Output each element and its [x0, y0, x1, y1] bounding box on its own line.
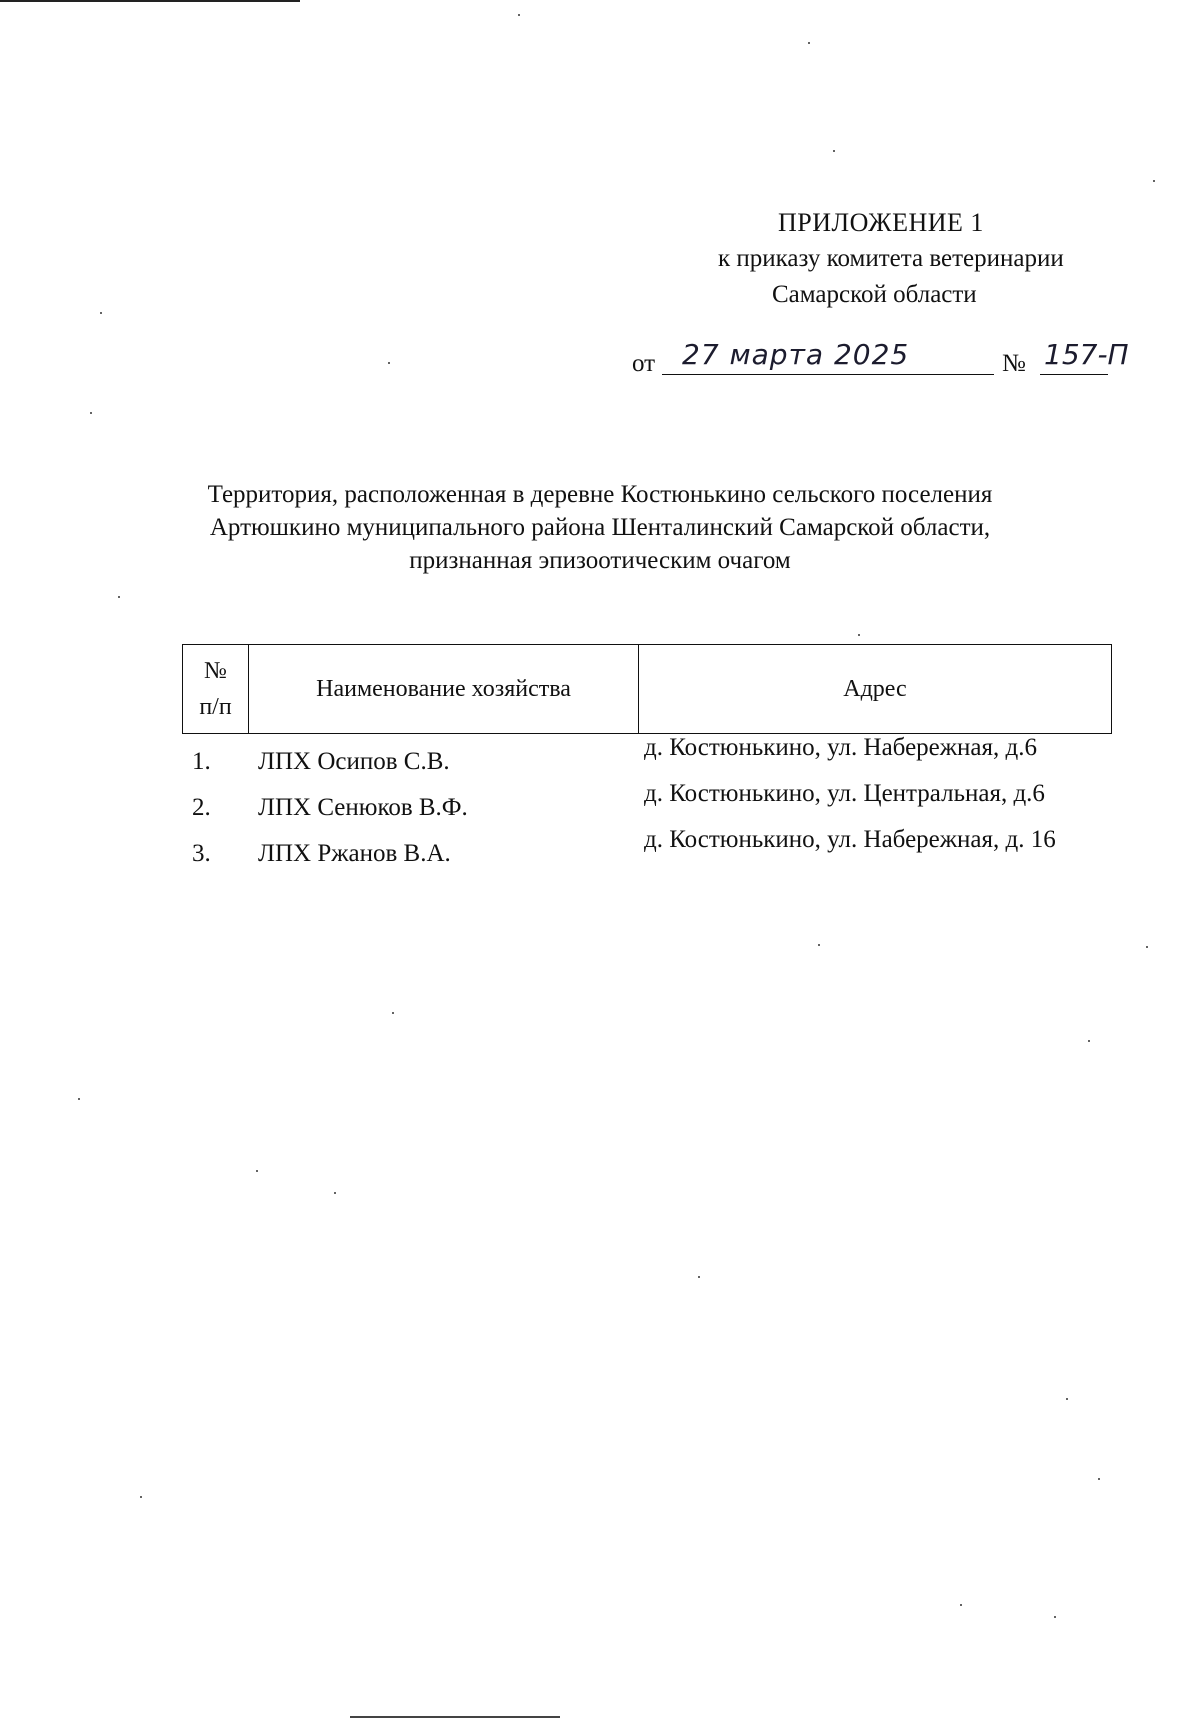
column-header-farm-name: Наименование хозяйства — [249, 645, 639, 733]
appendix-region: Самарской области — [772, 281, 977, 308]
document-title-line: Территория, расположенная в деревне Костюнькино сельского поселения — [207, 481, 993, 508]
scan-speck — [140, 1496, 142, 1498]
scan-speck — [818, 944, 820, 946]
column-header-number-sign: № — [204, 658, 227, 684]
farm-address: д. Костюнькино, ул. Набережная, д. 16 — [644, 826, 1056, 853]
scan-edge-top — [0, 0, 300, 2]
scan-speck — [518, 14, 520, 16]
farm-name: ЛПХ Ржанов В.А. — [258, 840, 451, 867]
handwritten-date: 27 марта 2025 — [682, 338, 910, 371]
table-row — [182, 826, 1112, 870]
scan-speck — [1098, 1478, 1100, 1480]
scan-speck — [118, 596, 120, 598]
table-header-row — [182, 644, 1112, 734]
scan-edge-bottom — [350, 1716, 560, 1718]
farm-address: д. Костюнькино, ул. Набережная, д.6 — [644, 734, 1037, 761]
document-title — [150, 478, 1050, 577]
scan-speck — [1146, 946, 1148, 948]
scan-speck — [960, 1604, 962, 1606]
farm-name: ЛПХ Сенюков В.Ф. — [258, 794, 468, 821]
row-number: 3. — [192, 840, 211, 867]
appendix-title: ПРИЛОЖЕНИЕ 1 — [778, 208, 984, 237]
scan-speck — [1153, 180, 1155, 182]
document-title-line: Артюшкино муниципального района Шенталинский Самарской области, — [209, 514, 991, 541]
farm-address: д. Костюнькино, ул. Центральная, д.6 — [644, 780, 1045, 807]
scan-speck — [90, 412, 92, 414]
column-header-address: Адрес — [843, 675, 907, 702]
scan-speck — [1088, 1040, 1090, 1042]
appendix-order-reference: к приказу комитета ветеринарии — [718, 245, 1064, 272]
scan-speck — [392, 1012, 394, 1014]
scan-speck — [808, 42, 810, 44]
row-number: 1. — [192, 748, 211, 775]
table-row — [182, 734, 1112, 778]
order-date-row — [632, 338, 1129, 380]
number-sign: № — [1002, 350, 1026, 377]
scan-speck — [388, 362, 390, 364]
date-field — [662, 340, 994, 375]
scan-speck — [1066, 1398, 1068, 1400]
row-number: 2. — [192, 794, 211, 821]
scan-speck — [858, 634, 860, 636]
number-field — [1040, 338, 1129, 375]
column-header-number-abbr: п/п — [199, 694, 232, 720]
scan-speck — [100, 312, 102, 314]
scan-speck — [78, 1098, 80, 1100]
scan-speck — [334, 1192, 336, 1194]
table-row — [182, 780, 1112, 824]
scan-speck — [833, 150, 835, 152]
column-header-number — [183, 645, 249, 733]
document-title-line: признанная эпизоотическим очагом — [409, 547, 791, 574]
scan-speck — [1054, 1616, 1056, 1618]
farm-name: ЛПХ Осипов С.В. — [258, 748, 450, 775]
date-prefix: от — [632, 350, 656, 377]
scan-speck — [256, 1170, 258, 1172]
handwritten-order-number: 157-П — [1044, 338, 1129, 371]
scan-speck — [698, 1276, 700, 1278]
